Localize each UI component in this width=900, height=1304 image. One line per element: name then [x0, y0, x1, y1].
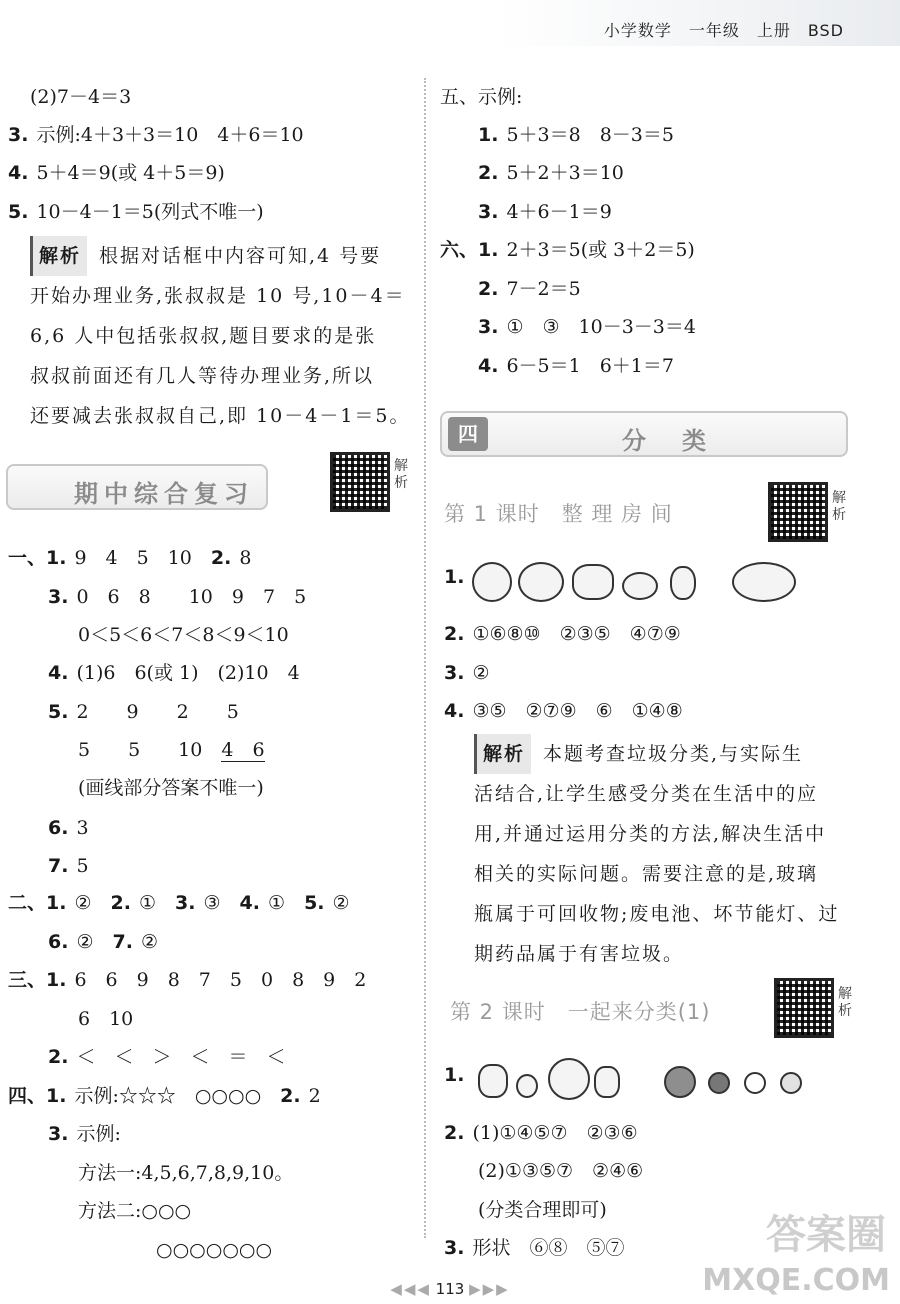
qr-caption: 解析 — [838, 986, 852, 1019]
octopus-icon — [518, 562, 564, 602]
squirrel-icon — [478, 1064, 508, 1098]
answer-line: 5 5 10 4 6 — [78, 739, 265, 761]
answer-line: 方法一:4,5,6,7,8,9,10。 — [78, 1162, 294, 1184]
answer-line: (画线部分答案不唯一) — [78, 777, 264, 799]
answer-line: (2)7－4＝3 — [30, 86, 132, 108]
answer-line: 1. — [444, 1064, 465, 1086]
answer-line: 一、1. 9 4 5 10 2. 8 — [8, 547, 252, 569]
ball-icon — [708, 1072, 730, 1094]
answer-line: 3. ② — [444, 662, 490, 684]
section-title: 五、示例: — [440, 86, 523, 108]
section-banner — [440, 411, 848, 457]
answer-line: 0＜5＜6＜7＜8＜9＜10 — [78, 624, 289, 646]
answer-line: 四、1. 示例:☆☆☆ ○○○○ 2. 2 — [8, 1085, 321, 1107]
lesson-title: 第 1 课时 整 理 房 间 — [444, 502, 673, 526]
lesson-title: 第 2 课时 一起来分类(1) — [450, 1000, 711, 1024]
answer-line: 6. ② 7. ② — [48, 931, 159, 953]
watermark: MXQE.COM — [702, 1263, 890, 1298]
cat-icon — [594, 1066, 620, 1098]
answer-line: 2. 7－2＝5 — [478, 278, 581, 300]
answer-line: 3. 形状 ⑥⑧ ⑤⑦ — [444, 1237, 625, 1259]
answer-line: 六、1. 2＋3＝5(或 3＋2＝5) — [440, 239, 695, 261]
analysis-label: 解析 — [474, 734, 531, 774]
answer-line: 2. (1)①④⑤⑦ ②③⑥ — [444, 1122, 638, 1144]
chick-icon — [516, 1074, 538, 1098]
answer-line: 3. 示例:4＋3＋3＝10 4＋6＝10 — [8, 124, 304, 146]
answer-line: 3. 0 6 8 10 9 7 5 — [48, 586, 307, 608]
sea-lion-icon — [732, 562, 796, 602]
item-number: 3. — [8, 124, 29, 146]
soccer-ball-icon — [744, 1072, 766, 1094]
qr-code[interactable] — [774, 978, 834, 1038]
answer-line: 3. ① ③ 10－3－3＝4 — [478, 316, 696, 338]
watermark: 答案圈 — [766, 1212, 886, 1258]
answer-line: 1. — [444, 566, 465, 588]
qr-code[interactable] — [768, 482, 828, 542]
item-number: 4. — [8, 162, 29, 184]
qr-code[interactable] — [330, 452, 390, 512]
analysis-block: 解析 根据对话框中内容可知,4 号要 开始办理业务,张叔叔是 10 号,10－4＝ 6,6 人中包括张叔叔,题目要求的是张 叔叔前面还有几人等待办理业务,所以 还要减去张叔叔自己,即 10－4－1＝5。 — [30, 236, 411, 436]
header-title: 小学数学 一年级 上册 BSD — [603, 21, 844, 40]
answer-line: 2. ＜ ＜ ＞ ＜ ＝ ＜ — [48, 1046, 286, 1068]
next-arrows-icon: ▶▶▶ — [469, 1280, 510, 1298]
answer-line: 方法二:○○○ — [78, 1200, 192, 1222]
prev-arrows-icon: ◀◀◀ — [390, 1280, 431, 1298]
volleyball-icon — [780, 1072, 802, 1094]
ball-icon — [664, 1066, 696, 1098]
tree-icon — [548, 1058, 590, 1100]
answer-line: (分类合理即可) — [478, 1199, 607, 1221]
underlined-answer: 4 6 — [221, 739, 265, 761]
answer-line: (2)①③⑤⑦ ②④⑥ — [478, 1160, 644, 1182]
elephant-icon — [572, 564, 614, 600]
answer-line: 二、1. ② 2. ① 3. ③ 4. ① 5. ② — [8, 892, 350, 914]
answer-line: 1. 5＋3＝8 8－3＝5 — [478, 124, 674, 146]
answer-line: 5. 2 9 2 5 — [48, 701, 239, 723]
answer-line: 6. 3 — [48, 817, 89, 839]
answer-line: 3. 示例: — [48, 1123, 121, 1145]
unit-number: 四 — [448, 417, 488, 451]
page-number: ◀◀◀ 113 ▶▶▶ — [390, 1280, 510, 1298]
answer-line: 4. (1)6 6(或 1) (2)10 4 — [48, 662, 300, 684]
answer-line: ○○○○○○○ — [156, 1239, 273, 1261]
answer-line: 5. 10－4－1＝5(列式不唯一) — [8, 201, 264, 223]
item-number: 5. — [8, 201, 29, 223]
qr-caption: 解析 — [394, 458, 408, 491]
answer-line: 2. ①⑥⑧⑩ ②③⑤ ④⑦⑨ — [444, 623, 681, 645]
column-divider — [424, 78, 426, 1238]
section-banner — [6, 464, 268, 510]
answer-line: 4. ③⑤ ②⑦⑨ ⑥ ①④⑧ — [444, 700, 683, 722]
answer-line: 2. 5＋2＋3＝10 — [478, 162, 624, 184]
rabbit-icon — [670, 566, 696, 600]
answer-line: 7. 5 — [48, 855, 89, 877]
turtle-icon — [622, 572, 658, 600]
banner-title: 期中综合复习 — [74, 480, 254, 508]
analysis-block: 解析 本题考查垃圾分类,与实际生 活结合,让学生感受分类在生活中的应 用,并通过运用分类的方法,解决生活中 相关的实际问题。需要注意的是,玻璃 瓶属于可回收物;废电池、坏节能灯、过 期药品属于有害垃圾。 — [474, 734, 839, 974]
analysis-label: 解析 — [30, 236, 87, 276]
qr-caption: 解析 — [832, 490, 846, 523]
banner-title: 分 类 — [622, 427, 712, 455]
answer-line: 4. 6－5＝1 6＋1＝7 — [478, 355, 674, 377]
answer-line: 6 10 — [78, 1008, 134, 1030]
answer-line: 三、1. 6 6 9 8 7 5 0 8 9 2 — [8, 969, 367, 991]
answer-line: 4. 5＋4＝9(或 4＋5＝9) — [8, 162, 225, 184]
answer-line: 3. 4＋6－1＝9 — [478, 201, 612, 223]
dolphin-icon — [472, 562, 512, 602]
